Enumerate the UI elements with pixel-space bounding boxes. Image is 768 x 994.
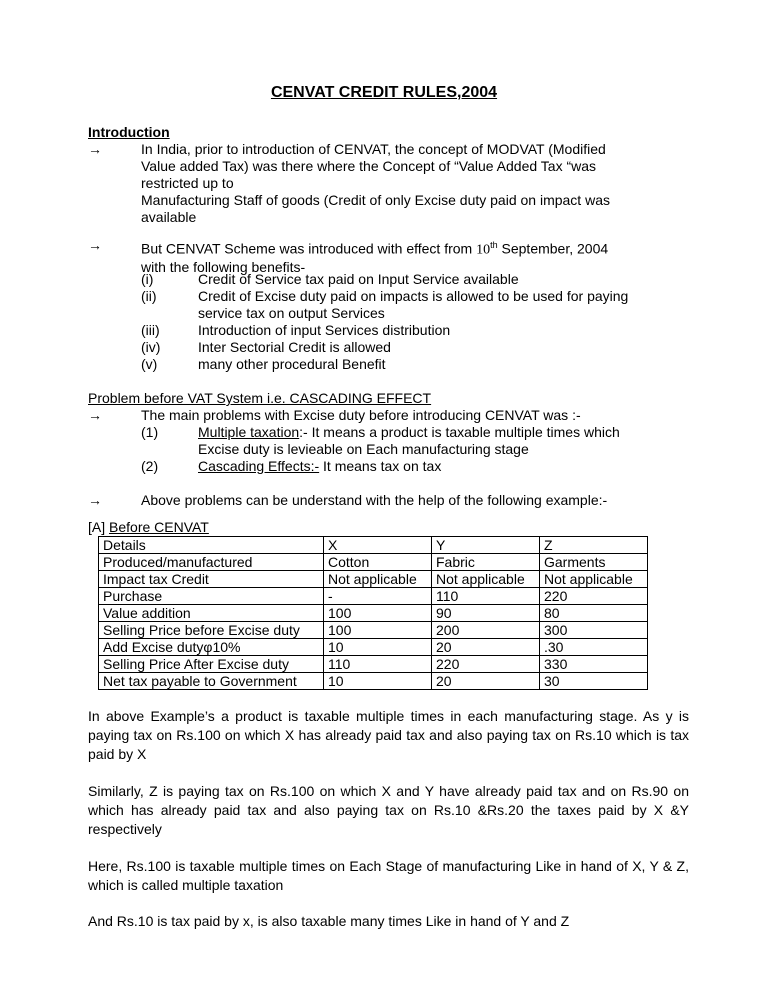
- example-label: [A] Before CENVAT: [88, 519, 209, 535]
- problem-item-number: (1): [141, 424, 159, 440]
- problem-item-cascading: Cascading Effects:- It means tax on tax: [198, 458, 442, 474]
- table-row: Value addition 100 90 80: [99, 605, 648, 622]
- arrow-bullet: →: [88, 492, 102, 508]
- explanation-paragraph: Here, Rs.100 is taxable multiple times on Each Stage of manufacturing Like in hand of X, Y & Z, which is called multiple taxation: [88, 858, 689, 893]
- benefit-text: Introduction of input Services distribution: [198, 322, 451, 338]
- benefit-text: many other procedural Benefit: [198, 356, 386, 372]
- table-row: Details X Y Z: [99, 537, 648, 554]
- explanation-paragraph: In above Example’s a product is taxable multiple times in each manufacturing stage. As y is paying tax on Rs.100 on which X has already paid tax and also paying tax on Rs.10 which is tax paid by X: [88, 708, 689, 762]
- example-table: [98, 536, 648, 690]
- explanation-paragraph: Similarly, Z is paying tax on Rs.100 on which X and Y have already paid tax and on Rs.90 on which has already paid tax and also paying tax on Rs.10 &Rs.20 the taxes paid by X &Y respectively: [88, 783, 689, 837]
- arrow-bullet: →: [88, 407, 102, 423]
- benefit-text: Credit of Service tax paid on Input Service available: [198, 271, 519, 287]
- document-title: CENVAT CREDIT RULES,2004: [270, 84, 498, 101]
- table-row: Selling Price After Excise duty 110 220 330: [99, 656, 648, 673]
- intro-heading: Introduction: [88, 124, 170, 140]
- problem-item-text: Excise duty is levieable on Each manufacturing stage: [198, 441, 529, 457]
- table-row: Produced/manufactured Cotton Fabric Garments: [99, 554, 648, 571]
- problem-example-intro: Above problems can be understand with the help of the following example:-: [141, 492, 608, 508]
- table-row: Purchase - 110 220: [99, 588, 648, 605]
- problem-item-number: (2): [141, 458, 159, 474]
- arrow-bullet: →: [88, 141, 102, 157]
- table-row: Add Excise dutyφ10% 10 20 .30: [99, 639, 648, 656]
- benefit-number: (v): [141, 356, 158, 372]
- benefit-number: (ii): [141, 288, 157, 304]
- explanation-paragraph: And Rs.10 is tax paid by x, is also taxable many times Like in hand of Y and Z: [88, 913, 570, 929]
- problem-heading: Problem before VAT System i.e. CASCADING EFFECT: [88, 390, 432, 406]
- benefit-number: (iii): [141, 322, 160, 338]
- benefit-text: Inter Sectorial Credit is allowed: [198, 339, 391, 355]
- benefit-text: service tax on output Services: [198, 305, 385, 321]
- table-row: Selling Price before Excise duty 100 200 300: [99, 622, 648, 639]
- intro-paragraph-2: But CENVAT Scheme was introduced with effect from 10th September, 2004 with the following benefits-: [141, 240, 609, 275]
- benefit-number: (i): [141, 271, 154, 287]
- table-row: Impact tax Credit Not applicable Not applicable Not applicable: [99, 571, 648, 588]
- intro-paragraph-1: In India, prior to introduction of CENVAT, the concept of MODVAT (Modified Value added Tax) was there where the Concept of “Value Added Tax “was restricted up to Manufacturing Staff of goods (Credit of only Excise duty paid on impact was available: [141, 141, 610, 225]
- table-row: Net tax payable to Government 10 20 30: [99, 673, 648, 690]
- benefit-text: Credit of Excise duty paid on impacts is allowed to be used for paying: [198, 288, 629, 304]
- problem-intro: The main problems with Excise duty before introducing CENVAT was :-: [141, 407, 581, 423]
- problem-item-multiple-taxation: Multiple taxation:- It means a product is taxable multiple times which: [198, 424, 620, 440]
- benefit-number: (iv): [141, 339, 161, 355]
- arrow-bullet: →: [88, 237, 102, 253]
